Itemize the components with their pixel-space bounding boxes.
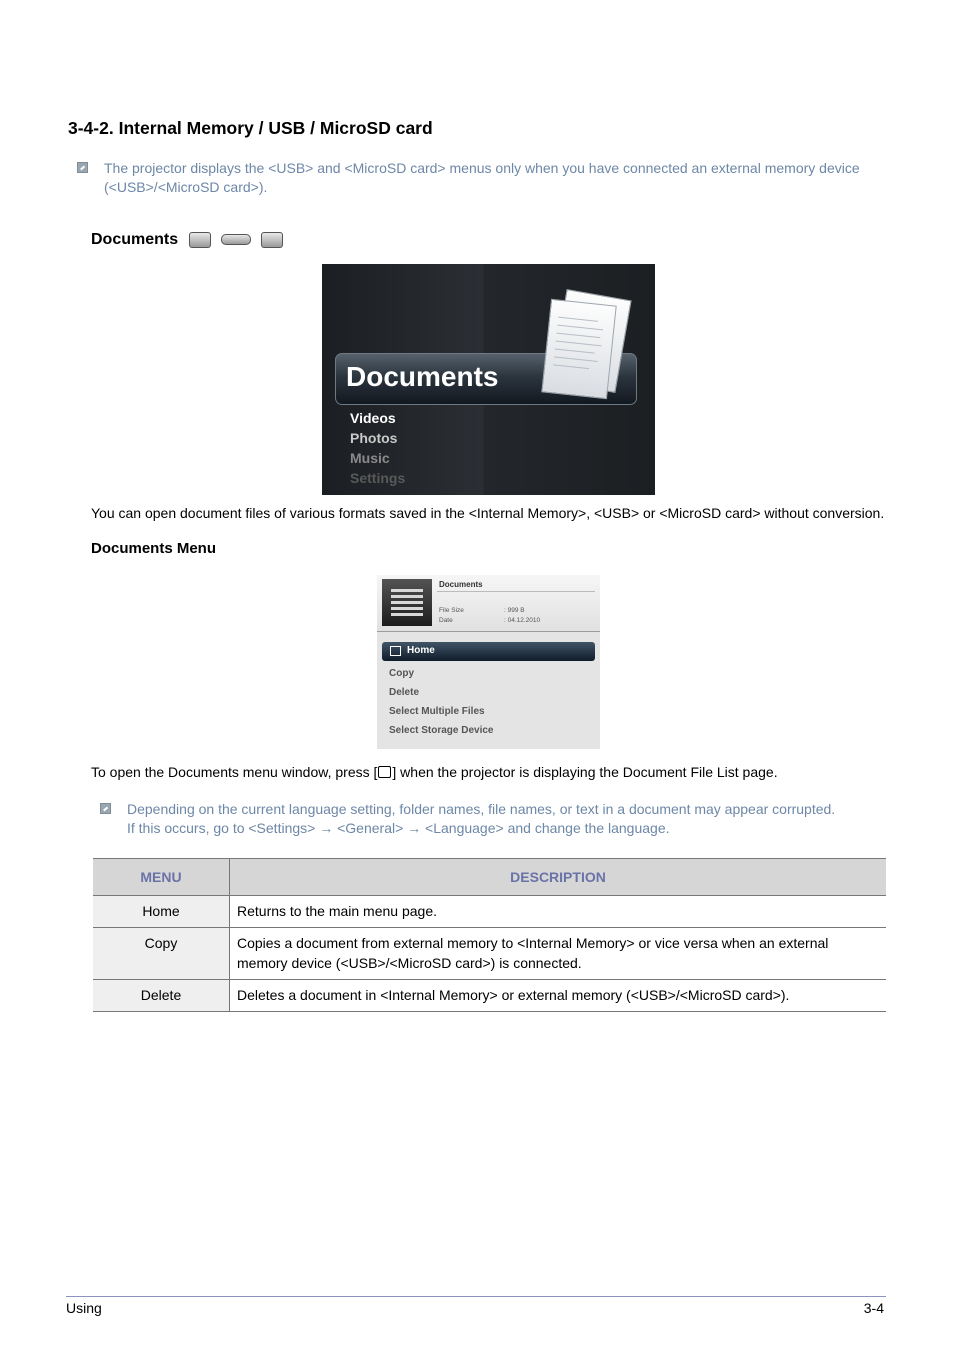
file-title: Documents [439, 580, 483, 589]
header-description: DESCRIPTION [230, 859, 887, 896]
internal-memory-icon [189, 232, 211, 248]
open-menu-instruction [91, 763, 778, 782]
hero-item-photos[interactable]: Photos [350, 430, 398, 446]
cell-menu: Copy [93, 928, 230, 980]
page-number: 3-4 [863, 1300, 884, 1316]
table-header-row [93, 859, 886, 896]
intro-text: You can open document files of various formats saved in the <Internal Memory>, <USB> or <MicroSD card> without conversion. [91, 505, 885, 521]
cell-description: Deletes a document in <Internal Memory> or external memory (<USB>/<MicroSD card>). [230, 980, 887, 1012]
menu-button-icon [378, 766, 391, 778]
footer-section: Using [66, 1300, 102, 1316]
header-menu: MENU [93, 859, 230, 896]
menu-item-copy[interactable]: Copy [389, 668, 414, 679]
hero-item-music[interactable]: Music [350, 450, 390, 466]
menu-item-home[interactable] [382, 642, 595, 661]
table-row [93, 896, 886, 928]
note-language [127, 800, 835, 838]
documents-menu-heading: Documents Menu [91, 540, 217, 557]
note-availability [104, 159, 860, 197]
documents-menu-screenshot [377, 575, 600, 749]
menu-item-select-storage-device[interactable]: Select Storage Device [389, 725, 494, 736]
footer-rule [66, 1296, 886, 1297]
file-size-value: : 999 B [504, 607, 525, 614]
menu-item-home-label: Home [407, 645, 435, 656]
file-size-label: File Size [439, 607, 464, 614]
date-label: Date [439, 617, 453, 624]
table-row [93, 980, 886, 1012]
section-title: 3-4-2. Internal Memory / USB / MicroSD card [68, 118, 433, 138]
documents-heading-text: Documents [91, 231, 179, 248]
menu-item-delete[interactable]: Delete [389, 687, 420, 698]
cell-menu: Home [93, 896, 230, 928]
home-icon [390, 646, 401, 656]
document-page [541, 299, 616, 399]
note-line: The projector displays the <USB> and <MicroSD card> menus only when you have connected an external memory device [104, 160, 860, 176]
menu-description-table [93, 858, 886, 1012]
hero-item-settings[interactable]: Settings [350, 470, 406, 486]
usb-icon [221, 234, 251, 245]
hero-title: Documents [346, 361, 499, 392]
file-info-panel [377, 575, 600, 632]
documents-main-screenshot [322, 264, 655, 495]
table-row [93, 928, 886, 980]
hero-item-videos[interactable]: Videos [350, 410, 396, 426]
note-line: If this occurs, go to <Settings> → <General> → <Language> and change the language. [127, 820, 670, 836]
microsd-card-icon [261, 232, 283, 248]
instruction-text: To open the Documents menu window, press [ [91, 764, 378, 780]
note-icon [77, 162, 88, 173]
date-value: : 04.12.2010 [504, 617, 541, 624]
instruction-text: ] when the projector is displaying the Document File List page. [392, 764, 778, 780]
documents-heading [91, 231, 283, 249]
note-line: Depending on the current language setting, folder names, file names, or text in a document may appear corrupted. [127, 801, 836, 817]
cell-menu: Delete [93, 980, 230, 1012]
note-line: (<USB>/<MicroSD card>). [104, 179, 268, 195]
document-thumbnail-icon [382, 579, 432, 626]
cell-description: Copies a document from external memory to <Internal Memory> or vice versa when an external memory device (<USB>/<MicroSD card>) is connected. [230, 928, 887, 980]
note-icon [100, 803, 111, 814]
cell-description: Returns to the main menu page. [230, 896, 887, 928]
menu-item-select-multiple-files[interactable]: Select Multiple Files [389, 706, 485, 717]
